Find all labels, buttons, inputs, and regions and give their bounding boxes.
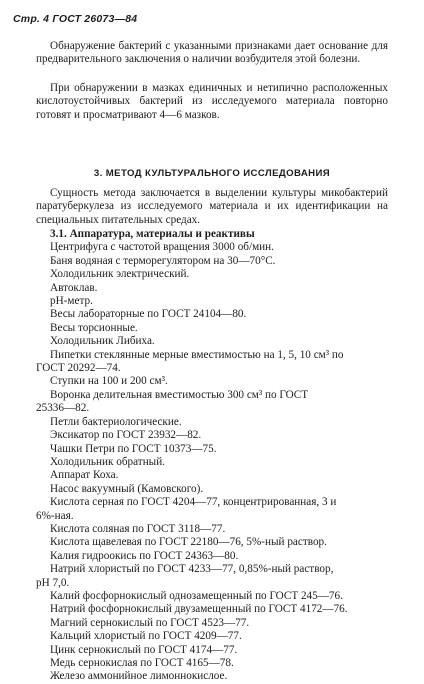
list-item: Железо аммонийное лимоннокислое. (50, 670, 228, 683)
list-item: Калий фосфорнокислый однозамещенный по ГОСТ 245—76. (50, 589, 343, 602)
list-item: Ступки на 100 и 200 см³. (50, 375, 168, 388)
list-item: Весы лабораторные по ГОСТ 24104—80. (50, 308, 247, 321)
list-item: Весы торсионные. (50, 321, 138, 334)
list-item: Автоклав. (50, 281, 98, 294)
list-item: Баня водяная с терморегулятором на 30—70°С. (50, 254, 276, 267)
list-item: Кальций хлористый по ГОСТ 4209—77. (50, 630, 242, 643)
list-item: Натрий фосфорнокислый двузамещенный по ГОСТ 4172—76. (50, 603, 348, 616)
list-item: Пипетки стеклянные мерные вместимостью на 1, 5, 10 см³ по (50, 348, 344, 361)
paragraph-text: Обнаружение бактерий с указанными признаками дает основание для предварительного заключения о наличии возбудителя этой болезни. (36, 40, 388, 66)
section-title: 3. МЕТОД КУЛЬТУРАЛЬНОГО ИССЛЕДОВАНИЯ (93, 168, 331, 179)
list-item: Воронка делительная вместимостью 300 см³ по ГОСТ (50, 388, 309, 401)
list-item: Магний сернокислый по ГОСТ 4523—77. (50, 616, 250, 629)
list-item: Чашки Петри по ГОСТ 10373—75. (50, 442, 217, 455)
list-item: Натрий хлористый по ГОСТ 4233—77, 0,85%-ный раствор, (50, 563, 334, 576)
list-item: Насос вакуумный (Камовского). (50, 482, 204, 495)
list-item-continuation: ГОСТ 20292—74. (36, 362, 121, 375)
list-item-continuation: 25336—82. (36, 402, 90, 415)
paragraph-text: При обнаружении в мазках единичных и нетипично расположенных кислотоустойчивых бактерий из исследуемого материала повторно готовят и просматривают 4—6 мазков. (36, 82, 388, 121)
list-item: Медь сернокислая по ГОСТ 4165—78. (50, 657, 234, 669)
paragraph-method-essence (36, 187, 388, 227)
list-item: Кислота щавелевая по ГОСТ 22180—76, 5%-ный раствор. (50, 536, 327, 549)
list-item: Цинк сернокислый по ГОСТ 4174—77. (50, 643, 238, 656)
list-item: Калия гидроокись по ГОСТ 24363—80. (50, 549, 239, 562)
equipment-list (36, 228, 388, 684)
paragraph-repeat-smears (36, 82, 388, 122)
paragraph-text: Сущность метода заключается в выделении культуры микобактерий паратуберкулеза из исследуемого материала и их идентификации на специальных питательных средах. (36, 187, 388, 226)
list-item: Кислота серная по ГОСТ 4204—77, концентрированная, 3 и (50, 496, 337, 509)
subsection-title: 3.1. Аппаратура, материалы и реактивы (50, 228, 255, 240)
list-item: Холодильник электрический. (50, 268, 190, 281)
list-item: Центрифуга с частотой вращения 3000 об/мин. (50, 241, 274, 254)
list-item: Холодильник обратный. (50, 455, 165, 468)
list-item: Холодильник Либиха. (50, 335, 155, 348)
list-item: Кислота соляная по ГОСТ 3118—77. (50, 522, 226, 535)
page-header: Стр. 4 ГОСТ 26073—84 (13, 13, 138, 25)
list-item: Петли бактериологические. (50, 415, 182, 428)
paragraph-detection (36, 40, 388, 67)
list-item-continuation: pH 7,0. (36, 576, 70, 589)
list-item: Эксикатор по ГОСТ 23932—82. (50, 429, 202, 442)
list-item: pH-метр. (50, 295, 93, 308)
list-item: Аппарат Коха. (50, 469, 119, 482)
list-item-continuation: 6%-ная. (36, 509, 74, 522)
